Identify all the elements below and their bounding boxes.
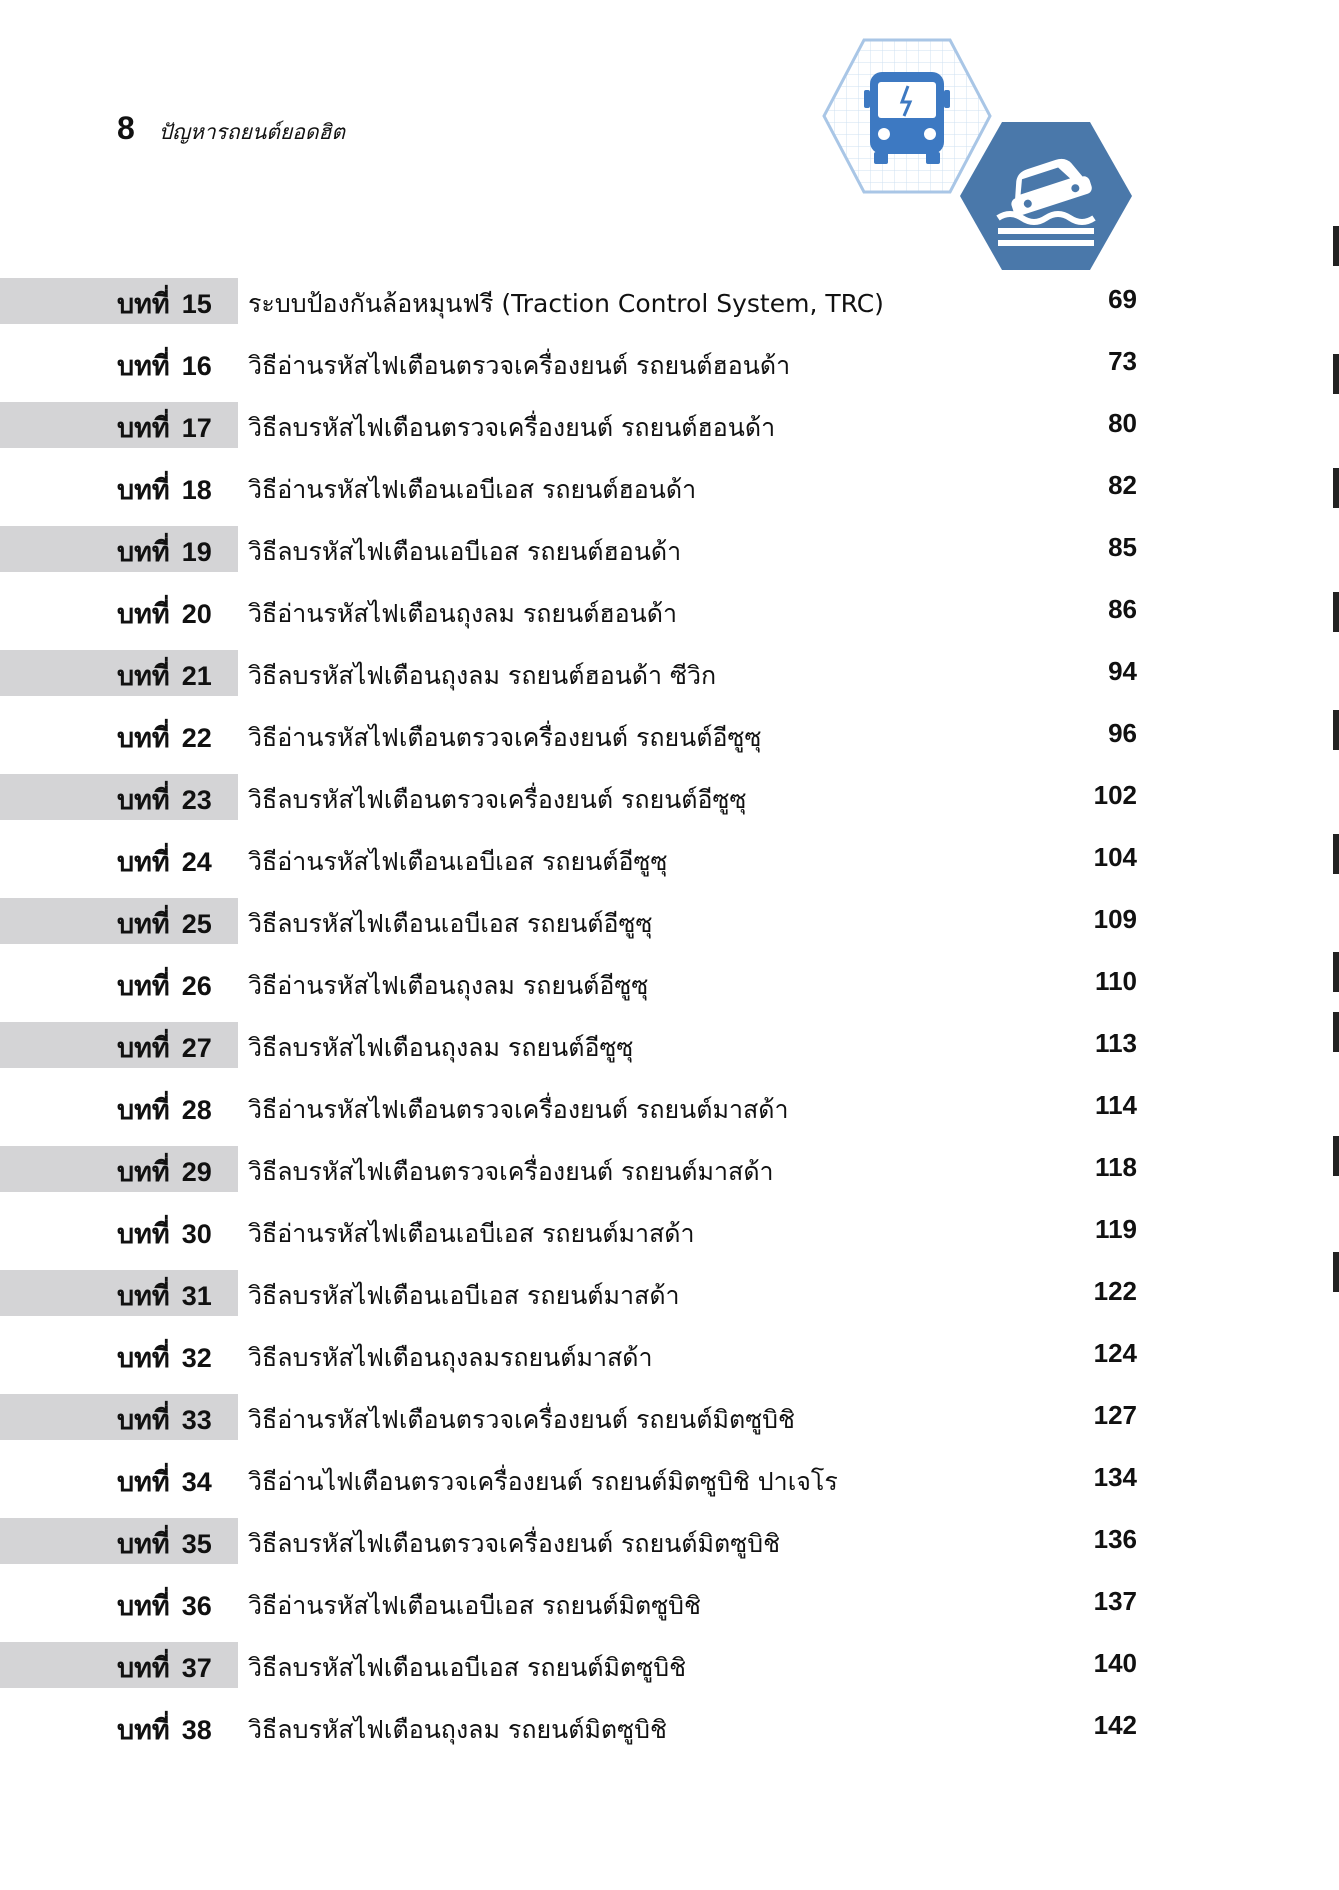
page-reference: 86 bbox=[1108, 594, 1137, 624]
chapter-number: 30 bbox=[181, 1219, 212, 1249]
chapter-label bbox=[117, 1708, 212, 1751]
toc-entry[interactable] bbox=[0, 1022, 1339, 1084]
chapter-title: วิธีลบรหัสไฟเตือนถุงลม รถยนต์มิตซูบิชิ bbox=[248, 1715, 667, 1744]
chapter-title: วิธีอ่านรหัสไฟเตือนถุงลม รถยนต์อีซูซุ bbox=[248, 971, 649, 1000]
chapter-title: วิธีลบรหัสไฟเตือนถุงลม รถยนต์อีซูซุ bbox=[248, 1033, 634, 1062]
page-reference: 85 bbox=[1108, 532, 1137, 562]
chapter-word: บทที่ bbox=[117, 475, 170, 506]
chapter-label bbox=[117, 530, 212, 573]
chapter-title: วิธีลบรหัสไฟเตือนถุงลม รถยนต์ฮอนด้า ซีวิก bbox=[248, 661, 717, 690]
chapter-label bbox=[117, 1274, 212, 1317]
page-reference: 82 bbox=[1108, 470, 1137, 500]
chapter-number: 35 bbox=[181, 1529, 212, 1559]
table-of-contents bbox=[0, 278, 1339, 1766]
chapter-word: บทที่ bbox=[117, 413, 170, 444]
chapter-number: 36 bbox=[181, 1591, 212, 1621]
toc-entry[interactable] bbox=[0, 1518, 1339, 1580]
chapter-number: 32 bbox=[181, 1343, 212, 1373]
chapter-word: บทที่ bbox=[117, 1095, 170, 1126]
chapter-number: 33 bbox=[181, 1405, 212, 1435]
chapter-title: วิธีลบรหัสไฟเตือนตรวจเครื่องยนต์ รถยนต์มิตซูบิชิ bbox=[248, 1529, 781, 1558]
chapter-label bbox=[117, 778, 212, 821]
chapter-label bbox=[117, 468, 212, 511]
chapter-title: ระบบป้องกันล้อหมุนฟรี (Traction Control System, TRC) bbox=[248, 289, 884, 318]
toc-entry[interactable] bbox=[0, 1456, 1339, 1518]
chapter-number: 38 bbox=[181, 1715, 212, 1745]
page-reference: 134 bbox=[1093, 1462, 1137, 1492]
chapter-label bbox=[117, 1460, 212, 1503]
chapter-title: วิธีอ่านรหัสไฟเตือนเอบีเอส รถยนต์อีซูซุ bbox=[248, 847, 668, 876]
toc-entry[interactable] bbox=[0, 836, 1339, 898]
page-reference: 113 bbox=[1095, 1028, 1137, 1058]
chapter-word: บทที่ bbox=[117, 289, 170, 320]
toc-entry[interactable] bbox=[0, 340, 1339, 402]
chapter-label bbox=[117, 1522, 212, 1565]
chapter-number: 15 bbox=[181, 289, 212, 319]
page-reference: 102 bbox=[1093, 780, 1137, 810]
chapter-word: บทที่ bbox=[117, 537, 170, 568]
toc-entry[interactable] bbox=[0, 1084, 1339, 1146]
chapter-label bbox=[117, 282, 212, 325]
toc-entry[interactable] bbox=[0, 1642, 1339, 1704]
toc-entry[interactable] bbox=[0, 1580, 1339, 1642]
chapter-label bbox=[117, 1150, 212, 1193]
chapter-title: วิธีลบรหัสไฟเตือนเอบีเอส รถยนต์อีซูซุ bbox=[248, 909, 653, 938]
chapter-label bbox=[117, 654, 212, 697]
toc-entry[interactable] bbox=[0, 898, 1339, 960]
page-reference: 104 bbox=[1093, 842, 1137, 872]
toc-entry[interactable] bbox=[0, 1394, 1339, 1456]
toc-entry[interactable] bbox=[0, 712, 1339, 774]
page-reference: 136 bbox=[1093, 1524, 1137, 1554]
page-reference: 127 bbox=[1093, 1400, 1137, 1430]
page-reference: 110 bbox=[1095, 966, 1137, 996]
page-reference: 140 bbox=[1093, 1648, 1137, 1678]
chapter-title: วิธีลบรหัสไฟเตือนตรวจเครื่องยนต์ รถยนต์มาสด้า bbox=[248, 1157, 774, 1186]
chapter-word: บทที่ bbox=[117, 847, 170, 878]
toc-entry[interactable] bbox=[0, 464, 1339, 526]
page-reference: 94 bbox=[1108, 656, 1137, 686]
toc-entry[interactable] bbox=[0, 774, 1339, 836]
page-edge-mark bbox=[1333, 226, 1339, 266]
chapter-number: 17 bbox=[181, 413, 212, 443]
chapter-word: บทที่ bbox=[117, 1653, 170, 1684]
chapter-number: 20 bbox=[181, 599, 212, 629]
chapter-label bbox=[117, 1088, 212, 1131]
page-reference: 109 bbox=[1093, 904, 1137, 934]
toc-entry[interactable] bbox=[0, 1270, 1339, 1332]
chapter-label bbox=[117, 1398, 212, 1441]
chapter-word: บทที่ bbox=[117, 599, 170, 630]
chapter-label bbox=[117, 1646, 212, 1689]
chapter-word: บทที่ bbox=[117, 1219, 170, 1250]
chapter-title: วิธีอ่านไฟเตือนตรวจเครื่องยนต์ รถยนต์มิตซูบิชิ ปาเจโร bbox=[248, 1467, 838, 1496]
page-reference: 80 bbox=[1108, 408, 1137, 438]
page-reference: 122 bbox=[1093, 1276, 1137, 1306]
page-reference: 124 bbox=[1093, 1338, 1137, 1368]
page-reference: 137 bbox=[1093, 1586, 1137, 1616]
chapter-word: บทที่ bbox=[117, 1715, 170, 1746]
chapter-label bbox=[117, 406, 212, 449]
chapter-word: บทที่ bbox=[117, 1467, 170, 1498]
toc-entry[interactable] bbox=[0, 402, 1339, 464]
chapter-number: 37 bbox=[181, 1653, 212, 1683]
chapter-number: 23 bbox=[181, 785, 212, 815]
page-reference: 73 bbox=[1108, 346, 1137, 376]
chapter-label bbox=[117, 592, 212, 635]
chapter-word: บทที่ bbox=[117, 661, 170, 692]
chapter-label bbox=[117, 964, 212, 1007]
toc-entry[interactable] bbox=[0, 960, 1339, 1022]
chapter-number: 34 bbox=[181, 1467, 212, 1497]
toc-entry[interactable] bbox=[0, 1146, 1339, 1208]
chapter-word: บทที่ bbox=[117, 1591, 170, 1622]
chapter-label bbox=[117, 716, 212, 759]
chapter-title: วิธีอ่านรหัสไฟเตือนเอบีเอส รถยนต์ฮอนด้า bbox=[248, 475, 697, 504]
chapter-title: วิธีลบรหัสไฟเตือนตรวจเครื่องยนต์ รถยนต์อีซูซุ bbox=[248, 785, 747, 814]
chapter-label bbox=[117, 840, 212, 883]
chapter-title: วิธีลบรหัสไฟเตือนตรวจเครื่องยนต์ รถยนต์ฮอนด้า bbox=[248, 413, 776, 442]
chapter-number: 16 bbox=[181, 351, 212, 381]
chapter-word: บทที่ bbox=[117, 1157, 170, 1188]
toc-entry[interactable] bbox=[0, 588, 1339, 650]
toc-entry[interactable] bbox=[0, 1208, 1339, 1270]
chapter-title: วิธีอ่านรหัสไฟเตือนตรวจเครื่องยนต์ รถยนต์มาสด้า bbox=[248, 1095, 789, 1124]
toc-entry[interactable] bbox=[0, 278, 1339, 340]
chapter-word: บทที่ bbox=[117, 351, 170, 382]
chapter-number: 27 bbox=[181, 1033, 212, 1063]
toc-entry[interactable] bbox=[0, 1332, 1339, 1394]
toc-entry[interactable] bbox=[0, 526, 1339, 588]
chapter-title: วิธีอ่านรหัสไฟเตือนเอบีเอส รถยนต์มิตซูบิชิ bbox=[248, 1591, 702, 1620]
chapter-number: 31 bbox=[181, 1281, 212, 1311]
chapter-word: บทที่ bbox=[117, 1281, 170, 1312]
chapter-label bbox=[117, 344, 212, 387]
chapter-label bbox=[117, 1336, 212, 1379]
chapter-word: บทที่ bbox=[117, 909, 170, 940]
chapter-word: บทที่ bbox=[117, 785, 170, 816]
chapter-word: บทที่ bbox=[117, 1405, 170, 1436]
chapter-word: บทที่ bbox=[117, 1033, 170, 1064]
chapter-number: 19 bbox=[181, 537, 212, 567]
page-reference: 119 bbox=[1095, 1214, 1137, 1244]
chapter-title: วิธีลบรหัสไฟเตือนถุงลมรถยนต์มาสด้า bbox=[248, 1343, 653, 1372]
chapter-title: วิธีอ่านรหัสไฟเตือนตรวจเครื่องยนต์ รถยนต์มิตซูบิชิ bbox=[248, 1405, 796, 1434]
toc-entry[interactable] bbox=[0, 650, 1339, 712]
chapter-number: 26 bbox=[181, 971, 212, 1001]
chapter-title: วิธีอ่านรหัสไฟเตือนถุงลม รถยนต์ฮอนด้า bbox=[248, 599, 678, 628]
chapter-number: 24 bbox=[181, 847, 212, 877]
chapter-label bbox=[117, 1212, 212, 1255]
chapter-title: วิธีลบรหัสไฟเตือนเอบีเอส รถยนต์ฮอนด้า bbox=[248, 537, 682, 566]
page-reference: 96 bbox=[1108, 718, 1137, 748]
page-reference: 69 bbox=[1108, 284, 1137, 314]
car-flood-icon bbox=[958, 120, 1134, 272]
chapter-number: 29 bbox=[181, 1157, 212, 1187]
book-title: ปัญหารถยนต์ยอดฮิต bbox=[158, 120, 345, 144]
page-number: 8 bbox=[117, 110, 135, 146]
chapter-label bbox=[117, 902, 212, 945]
page-reference: 118 bbox=[1095, 1152, 1137, 1182]
chapter-title: วิธีอ่านรหัสไฟเตือนตรวจเครื่องยนต์ รถยนต์ฮอนด้า bbox=[248, 351, 791, 380]
chapter-title: วิธีอ่านรหัสไฟเตือนเอบีเอส รถยนต์มาสด้า bbox=[248, 1219, 695, 1248]
chapter-word: บทที่ bbox=[117, 1529, 170, 1560]
chapter-title: วิธีลบรหัสไฟเตือนเอบีเอส รถยนต์มาสด้า bbox=[248, 1281, 680, 1310]
chapter-title: วิธีลบรหัสไฟเตือนเอบีเอส รถยนต์มิตซูบิชิ bbox=[248, 1653, 687, 1682]
chapter-number: 18 bbox=[181, 475, 212, 505]
chapter-number: 21 bbox=[181, 661, 212, 691]
chapter-number: 28 bbox=[181, 1095, 212, 1125]
chapter-word: บทที่ bbox=[117, 1343, 170, 1374]
chapter-word: บทที่ bbox=[117, 723, 170, 754]
chapter-title: วิธีอ่านรหัสไฟเตือนตรวจเครื่องยนต์ รถยนต์อีซูซุ bbox=[248, 723, 762, 752]
toc-entry[interactable] bbox=[0, 1704, 1339, 1766]
chapter-word: บทที่ bbox=[117, 971, 170, 1002]
page-reference: 142 bbox=[1093, 1710, 1137, 1740]
chapter-number: 22 bbox=[181, 723, 212, 753]
chapter-number: 25 bbox=[181, 909, 212, 939]
page-reference: 114 bbox=[1095, 1090, 1137, 1120]
chapter-label bbox=[117, 1026, 212, 1069]
chapter-label bbox=[117, 1584, 212, 1627]
page-header bbox=[117, 110, 345, 149]
